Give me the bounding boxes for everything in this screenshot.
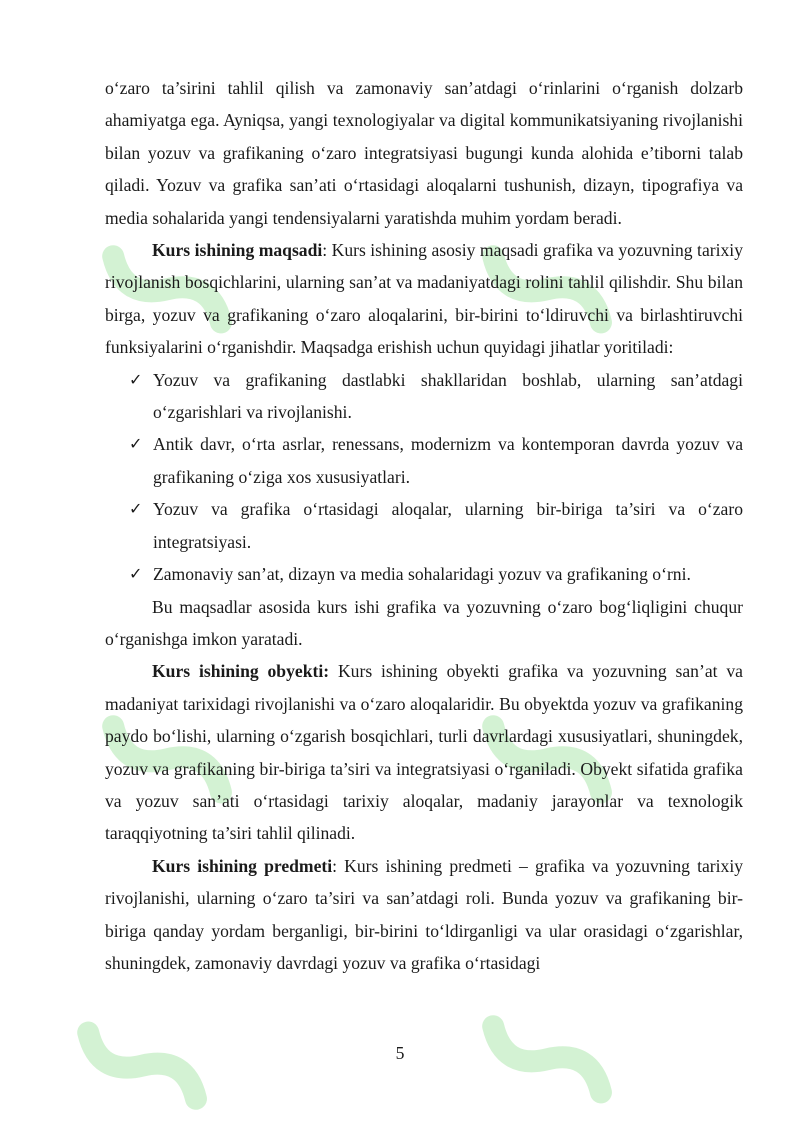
list-item: ✓ Zamonaviy san’at, dizayn va media sohalaridagi yozuv va grafikaning o‘rni. bbox=[105, 558, 743, 590]
purpose-heading: Kurs ishining maqsadi bbox=[152, 240, 323, 261]
subject-heading: Kurs ishining predmeti bbox=[152, 855, 333, 876]
list-item: ✓ Yozuv va grafika o‘rtasidagi aloqalar, ularning bir-biriga ta’siri va o‘zaro integratsiyasi. bbox=[105, 493, 743, 558]
list-item: ✓ Yozuv va grafikaning dastlabki shakllaridan boshlab, ularning san’atdagi o‘zgarishlari va rivojlanishi. bbox=[105, 364, 743, 429]
checkmark-icon: ✓ bbox=[129, 564, 143, 584]
conclusion-paragraph: Bu maqsadlar asosida kurs ishi grafika va yozuvning o‘zaro bog‘liqligini chuqur o‘rganishga imkon yaratadi. bbox=[105, 596, 743, 649]
subject-text: : Kurs ishining predmeti – grafika va yozuvning tarixiy rivojlanishi, ularning o‘zaro ta’siri va san’atdagi roli. Bunda yozuv va grafikaning bir-biriga qanday yordam berganligi, bir-birini to‘ldirganligi va ular orasidagi o‘zgarishlar, shuningdek, zamonaviy davrdagi yozuv va grafika o‘rtasidagi bbox=[105, 855, 744, 973]
purpose-text: : Kurs ishining asosiy maqsadi grafika va yozuvning tarixiy rivojlanish bosqichlarini, ularning san’at va madaniyatdagi rolini tahlil qilishdir. Shu bilan birga, yozuv va grafikaning o‘zaro aloqalarini, bir-birini to‘ldiruvchi va birlashtiruvchi funksiyalarini o‘rganishdir. Maqsadga erishish uchun quyidagi jihatlar yoritiladi: bbox=[105, 240, 743, 358]
subject-paragraph bbox=[105, 850, 743, 980]
purpose-checklist bbox=[105, 364, 743, 591]
page-number: 5 bbox=[395, 1043, 405, 1063]
checkmark-icon: ✓ bbox=[129, 434, 143, 454]
purpose-paragraph bbox=[105, 234, 743, 364]
checkmark-icon: ✓ bbox=[129, 499, 143, 519]
intro-paragraph: o‘zaro ta’sirini tahlil qilish va zamonaviy san’atdagi o‘rinlarini o‘rganish dolzarb ahamiyatga ega. Ayniqsa, yangi texnologiyalar va digital kommunikatsiyaning rivojlanishi bilan yozuv va grafikaning o‘zaro integratsiyasi bugungi kunda alohida e’tiborni talab qiladi. Yozuv va grafika san’ati o‘rtasidagi aloqalarni tushunish, dizayn, tipografiya va media sohalarida yangi tendensiyalarni yaratishda muhim yordam beradi. bbox=[105, 78, 743, 228]
object-text: Kurs ishining obyekti grafika va yozuvning san’at va madaniyat tarixidagi rivojlanishi va o‘zaro aloqalaridir. Bu obyektda yozuv va grafikaning paydo bo‘lishi, ularning o‘zgarish bosqichlari, turli davrlardagi xususiyatlari, shuningdek, yozuv va grafikaning bir-biriga ta’siri va integratsiyasi o‘rganiladi. Obyekt sifatida grafika va yozuv san’ati o‘rtasidagi tarixiy aloqalar, madaniy jarayonlar va texnologik taraqqiyotning ta’siri tahlil qilinadi. bbox=[105, 661, 743, 844]
document-page bbox=[105, 72, 743, 979]
list-item: ✓ Antik davr, o‘rta asrlar, renessans, modernizm va kontemporan davrda yozuv va grafikaning o‘ziga xos xususiyatlari. bbox=[105, 428, 743, 493]
object-heading: Kurs ishining obyekti: bbox=[152, 661, 330, 682]
object-paragraph bbox=[105, 655, 743, 849]
checkmark-icon: ✓ bbox=[129, 369, 143, 389]
